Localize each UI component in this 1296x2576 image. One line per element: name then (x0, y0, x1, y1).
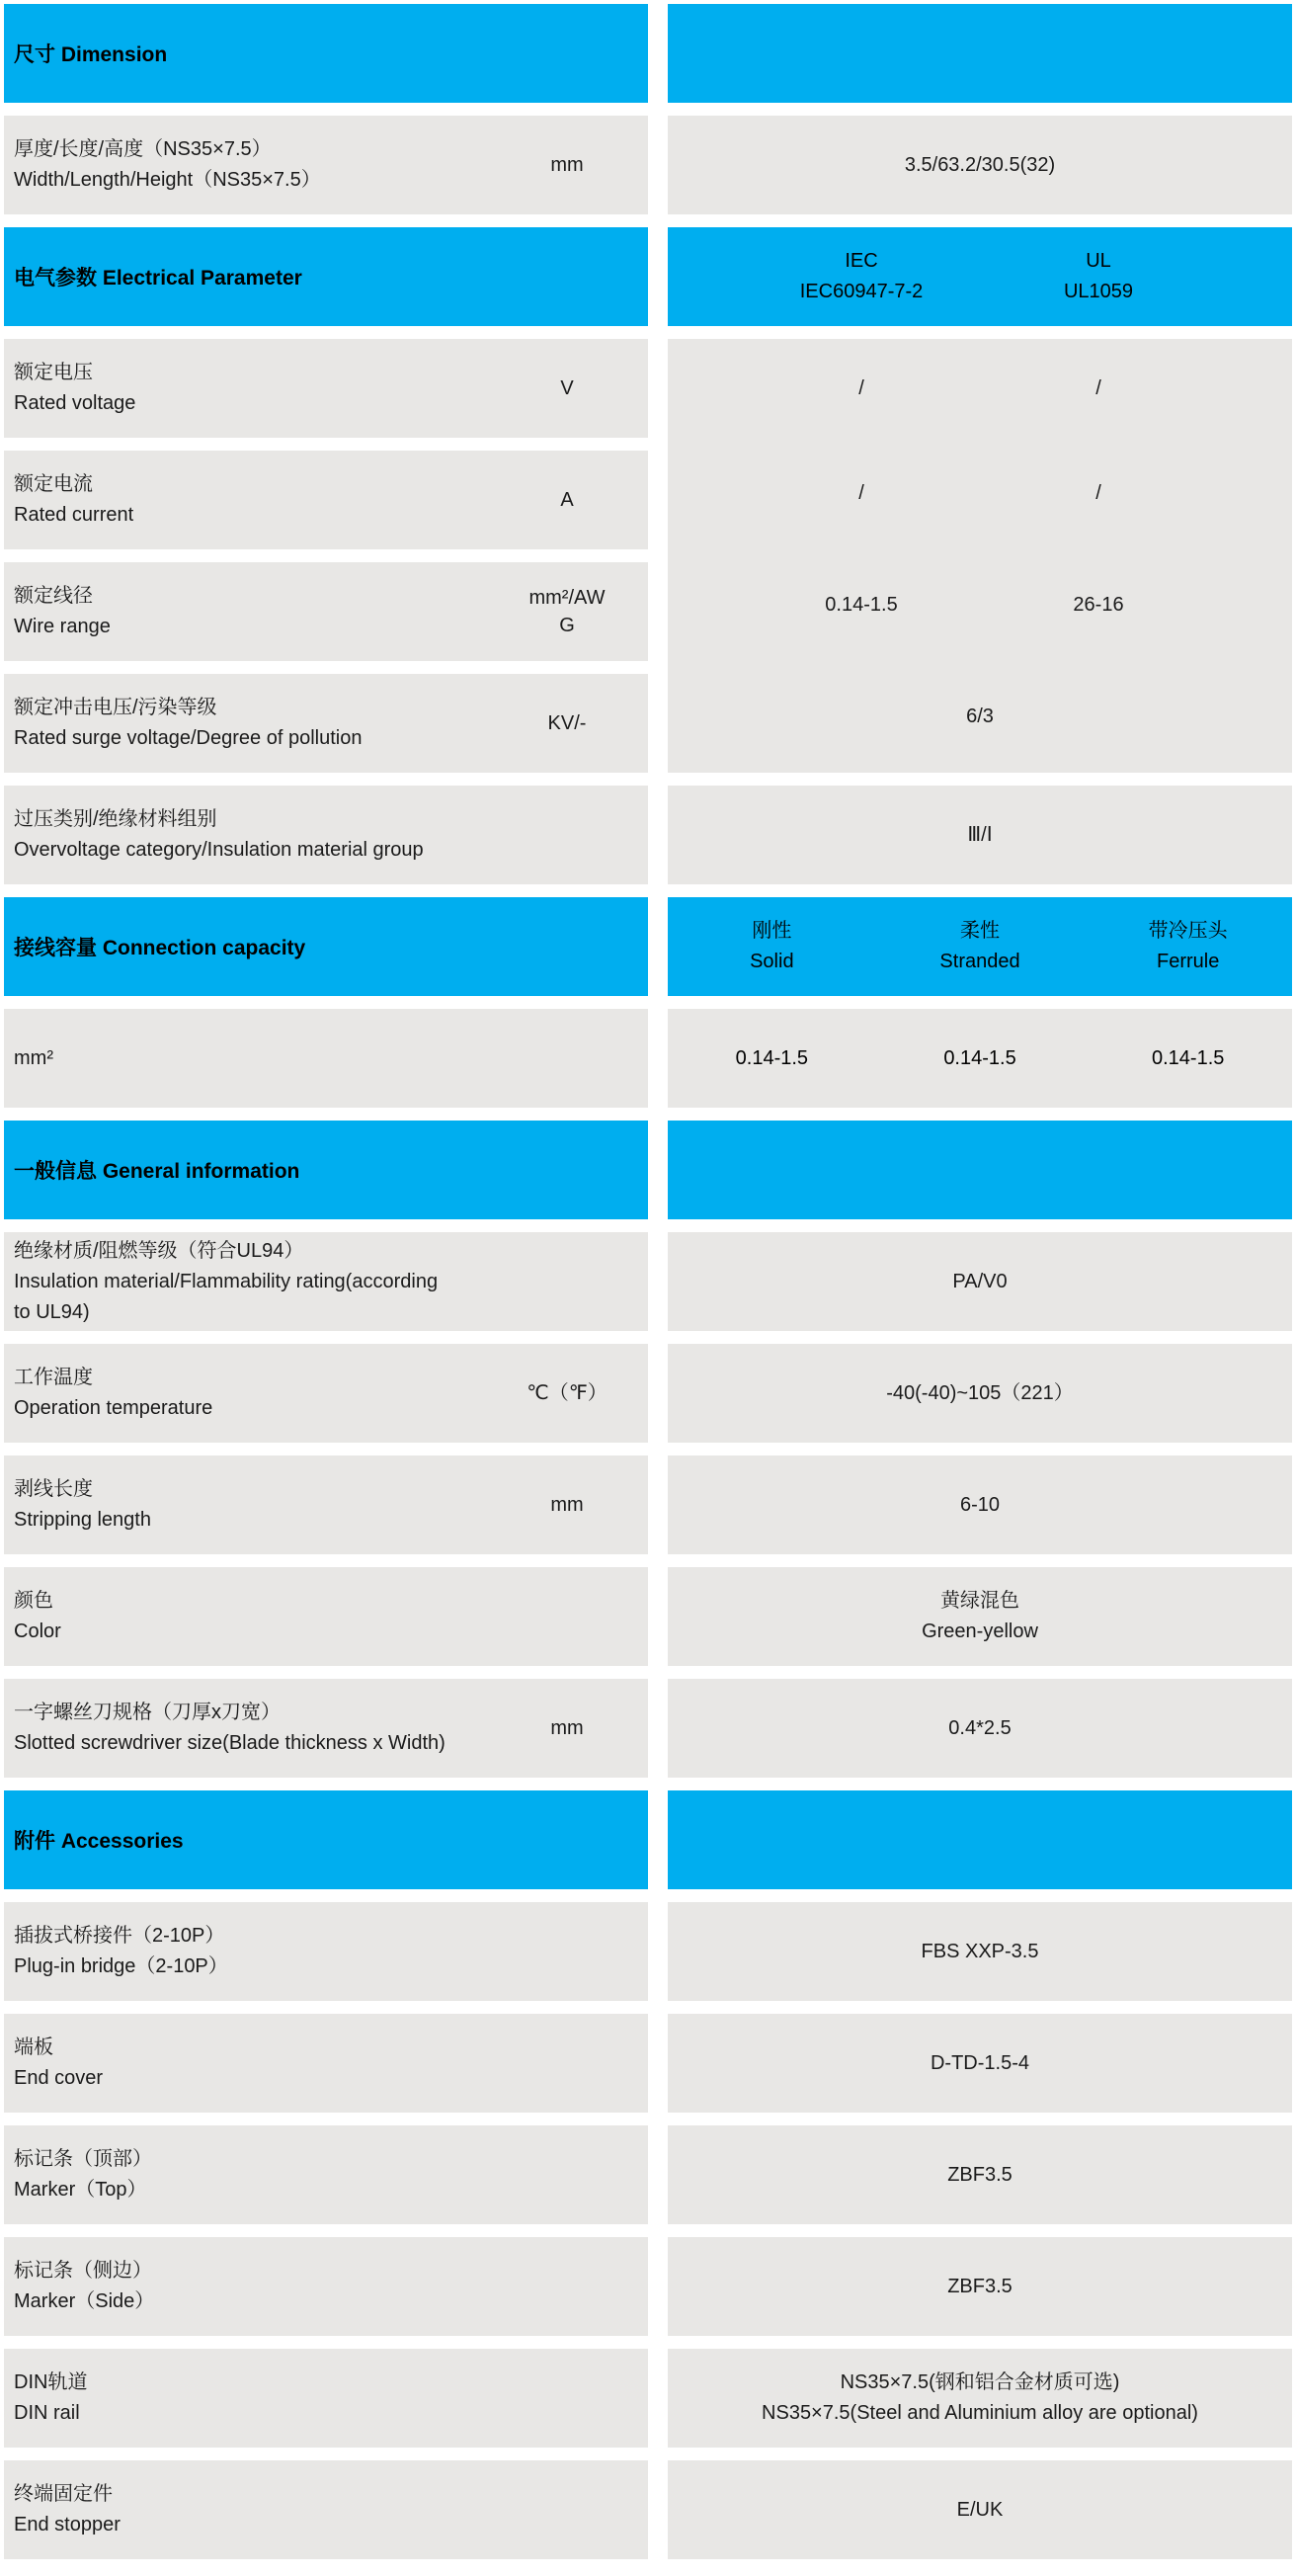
values-surge-voltage (758, 661, 1202, 773)
param-label (14, 2479, 458, 2540)
section-title-text: 电气参数 Electrical Parameter (14, 267, 302, 290)
param-cell-operation-temperature (4, 1344, 648, 1443)
value-cell-dimension (668, 116, 1292, 214)
param-label-cn: 一字螺丝刀规格（刀厚x刀宽） (14, 1702, 281, 1723)
param-label-en: Stripping length (14, 1509, 151, 1531)
value-iec: / (858, 482, 864, 504)
value-cell-operation-temperature (668, 1344, 1292, 1443)
param-cell-marker-top (4, 2125, 648, 2224)
row-insulation (4, 1232, 1292, 1331)
param-label-en: End stopper (14, 2514, 121, 2535)
param-label-en: Rated current (14, 504, 134, 526)
col-stranded-en: Stranded (939, 951, 1020, 972)
param-label-cn: 过压类别/绝缘材料组别 (14, 808, 217, 830)
param-unit: mm (550, 154, 584, 176)
value-cell-screwdriver-size (668, 1679, 1292, 1778)
param-label-en: Slotted screwdriver size(Blade thickness x Width) (14, 1732, 446, 1754)
param-label-cn: 额定电流 (14, 473, 93, 495)
param-label-cn: 剥线长度 (14, 1478, 93, 1500)
standard-iec-name: IEC (845, 250, 878, 272)
param-label-cn: 终端固定件 (14, 2483, 113, 2505)
param-cell-stripping-length (4, 1455, 648, 1554)
value-ul: 26-16 (1073, 594, 1124, 616)
param-label (14, 804, 458, 866)
param-label-en: Overvoltage category/Insulation material group (14, 839, 424, 861)
value-solid: 0.14-1.5 (735, 1046, 809, 1069)
electrical-body (4, 339, 1292, 773)
col-ferrule-en: Ferrule (1157, 951, 1220, 972)
section-title-connection (4, 897, 648, 996)
value-cell-stripping-length (668, 1455, 1292, 1554)
param-label (14, 2144, 458, 2205)
section-header-dimension (4, 4, 1292, 103)
value-pair (758, 590, 1202, 621)
param-label-cn: 厚度/长度/高度（NS35×7.5） (14, 138, 272, 160)
value-pair (758, 478, 1202, 509)
col-solid (668, 916, 876, 977)
value-cell-marker-side (668, 2237, 1292, 2336)
param-label-en: Rated surge voltage/Degree of pollution (14, 727, 363, 749)
value-cell-marker-top (668, 2125, 1292, 2224)
row-stripping-length (4, 1455, 1292, 1554)
col-stranded (876, 916, 1085, 977)
param-value-cn: NS35×7.5(钢和铝合金材质可选) (840, 2371, 1120, 2393)
param-unit: A (560, 489, 574, 511)
section-header-electrical (4, 227, 1292, 326)
electrical-left-stack (4, 339, 648, 773)
value-cell-plug-in-bridge (668, 1902, 1292, 2001)
standard-ul-name: UL (1086, 250, 1111, 272)
param-label (14, 2033, 458, 2094)
param-value: 6-10 (959, 1493, 1001, 1516)
param-label (14, 134, 458, 196)
param-unit: mm²/AWG (528, 587, 606, 636)
param-value: ZBF3.5 (947, 2163, 1012, 2186)
param-label-cn: 标记条（侧边） (14, 2260, 152, 2282)
value-cell-end-cover (668, 2014, 1292, 2113)
col-ferrule-cn: 带冷压头 (1148, 920, 1228, 942)
col-solid-cn: 刚性 (752, 920, 792, 942)
connection-values (668, 1043, 1292, 1074)
row-end-cover (4, 2014, 1292, 2113)
param-label-en: Marker（Side） (14, 2290, 155, 2312)
connection-type-columns (668, 897, 1292, 996)
param-label-cn: 端板 (14, 2036, 53, 2058)
section-title-electrical (4, 227, 648, 326)
row-connection-mm2 (4, 1009, 1292, 1108)
value-cell-din-rail (668, 2349, 1292, 2448)
section-header-general-right (668, 1121, 1292, 1219)
param-unit: mm (550, 1717, 584, 1739)
section-header-dimension-right (668, 4, 1292, 103)
param-value: 0.4*2.5 (948, 1716, 1012, 1739)
param-label-cn: 颜色 (14, 1590, 53, 1612)
param-cell-mm2 (4, 1009, 648, 1108)
param-value: E/UK (956, 2498, 1004, 2521)
param-label-cn: 标记条（顶部） (14, 2148, 152, 2170)
values-wire-range (758, 549, 1202, 661)
row-overvoltage (4, 786, 1292, 884)
param-label: mm² (14, 1046, 53, 1069)
section-header-general (4, 1121, 1292, 1219)
param-value: -40(-40)~105（221） (886, 1381, 1074, 1404)
param-cell-wire-range (4, 562, 648, 661)
value-ul: / (1095, 376, 1101, 399)
param-unit: KV/- (547, 712, 587, 734)
param-label (14, 1698, 458, 1759)
section-title-text: 尺寸 Dimension (14, 43, 168, 66)
value-iec: 0.14-1.5 (825, 594, 898, 616)
value-ul: / (1095, 482, 1101, 504)
param-cell-end-stopper (4, 2460, 648, 2559)
row-screwdriver-size (4, 1679, 1292, 1778)
param-label (14, 581, 458, 642)
section-title-text: 附件 Accessories (14, 1830, 184, 1853)
standard-iec-code: IEC60947-7-2 (799, 281, 924, 302)
param-label (14, 1474, 458, 1536)
section-title-text: 接线容量 Connection capacity (14, 937, 306, 959)
param-label (14, 358, 458, 419)
value-surge: 6/3 (966, 706, 994, 727)
param-value: 3.5/63.2/30.5(32) (904, 153, 1056, 176)
row-operation-temperature (4, 1344, 1292, 1443)
param-cell-rated-current (4, 451, 648, 549)
param-label-en: Rated voltage (14, 392, 136, 414)
row-dimension (4, 116, 1292, 214)
param-label-cn: DIN轨道 (14, 2371, 88, 2393)
param-label-cn: 额定冲击电压/污染等级 (14, 697, 217, 718)
row-plug-in-bridge (4, 1902, 1292, 2001)
param-cell-screwdriver-size (4, 1679, 648, 1778)
values-rated-current (758, 438, 1202, 549)
param-label (14, 1236, 458, 1328)
param-value: D-TD-1.5-4 (930, 2051, 1029, 2074)
row-color (4, 1567, 1292, 1666)
value-cell-overvoltage (668, 786, 1292, 884)
param-cell-plug-in-bridge (4, 1902, 648, 2001)
param-label-en: Wire range (14, 616, 111, 637)
param-label-en: Marker（Top） (14, 2179, 147, 2201)
param-value-en: NS35×7.5(Steel and Aluminium alloy are optional) (762, 2402, 1198, 2424)
param-cell-surge-voltage (4, 674, 648, 773)
param-unit: V (560, 377, 574, 399)
electrical-standard-columns (668, 227, 1292, 326)
param-label-en: Operation temperature (14, 1397, 213, 1419)
param-cell-insulation (4, 1232, 648, 1331)
param-label-cn: 工作温度 (14, 1367, 93, 1388)
section-header-accessories (4, 1790, 1292, 1889)
param-label (14, 1921, 458, 1982)
param-unit: ℃（℉） (526, 1382, 608, 1404)
param-label-en: Insulation material/Flammability rating(according to UL94) (14, 1270, 439, 1323)
section-title-accessories (4, 1790, 648, 1889)
value-iec: / (858, 376, 864, 399)
value-cell-insulation (668, 1232, 1292, 1331)
param-value-cn: 黄绿混色 (940, 1590, 1019, 1612)
section-title-general (4, 1121, 648, 1219)
row-end-stopper (4, 2460, 1292, 2559)
param-value: FBS XXP-3.5 (921, 1940, 1039, 1962)
standard-col-iec (758, 246, 965, 307)
connection-columns (668, 916, 1292, 977)
row-marker-top (4, 2125, 1292, 2224)
param-cell-rated-voltage (4, 339, 648, 438)
param-value-en: Green-yellow (922, 1620, 1038, 1642)
param-label-en: Width/Length/Height（NS35×7.5） (14, 169, 321, 191)
param-label-cn: 插拔式桥接件（2-10P） (14, 1925, 225, 1947)
param-label (14, 1586, 458, 1647)
param-label-en: Plug-in bridge（2-10P） (14, 1955, 228, 1977)
standard-ul-code: UL1059 (1063, 281, 1134, 302)
standard-col-ul (995, 246, 1202, 307)
values-rated-voltage (758, 339, 1202, 438)
param-cell-dimension (4, 116, 648, 214)
section-title-dimension (4, 4, 648, 103)
col-solid-en: Solid (750, 951, 794, 972)
value-stranded: 0.14-1.5 (943, 1046, 1016, 1069)
param-label-cn: 额定电压 (14, 362, 93, 383)
param-label-cn: 绝缘材质/阻燃等级（符合UL94） (14, 1239, 304, 1262)
row-marker-side (4, 2237, 1292, 2336)
param-cell-overvoltage (4, 786, 648, 884)
param-label (14, 693, 458, 754)
param-value: PA/V0 (952, 1270, 1008, 1292)
param-label-en: DIN rail (14, 2402, 80, 2424)
param-cell-din-rail (4, 2349, 648, 2448)
param-label-cn: 额定线径 (14, 585, 93, 607)
standards-pair (668, 246, 1292, 307)
section-title-text: 一般信息 General information (14, 1160, 300, 1183)
col-stranded-cn: 柔性 (960, 920, 1000, 942)
param-cell-end-cover (4, 2014, 648, 2113)
value-cell-end-stopper (668, 2460, 1292, 2559)
param-label (14, 469, 458, 531)
param-label (14, 1363, 458, 1424)
electrical-values-merged-cell (668, 339, 1292, 773)
section-header-connection (4, 897, 1292, 996)
param-value: Ⅲ/Ⅰ (967, 823, 993, 846)
param-value: ZBF3.5 (947, 2275, 1012, 2297)
param-label (14, 2256, 458, 2317)
param-label (14, 2368, 458, 2429)
value-cell-mm2 (668, 1009, 1292, 1108)
param-label-en: End cover (14, 2067, 104, 2089)
value-ferrule: 0.14-1.5 (1151, 1046, 1225, 1069)
value-pair (758, 374, 1202, 404)
row-din-rail (4, 2349, 1292, 2448)
param-unit: mm (550, 1494, 584, 1516)
value-cell-color (668, 1567, 1292, 1666)
col-ferrule (1084, 916, 1292, 977)
param-cell-marker-side (4, 2237, 648, 2336)
section-header-accessories-right (668, 1790, 1292, 1889)
param-cell-color (4, 1567, 648, 1666)
param-label-en: Color (14, 1620, 61, 1642)
